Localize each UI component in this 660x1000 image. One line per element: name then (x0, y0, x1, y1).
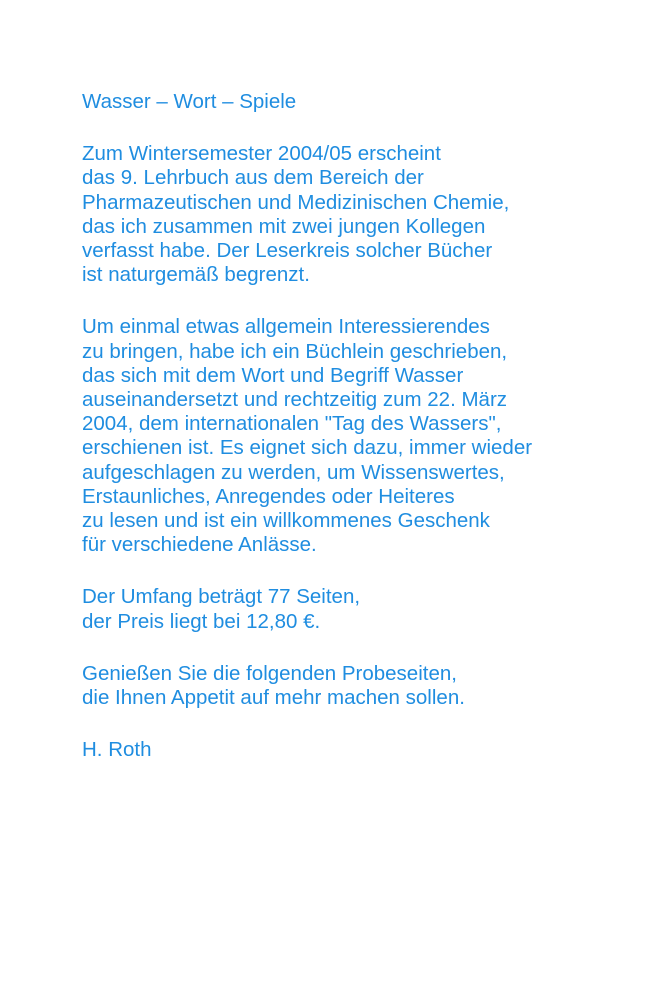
paragraph-3 (82, 585, 652, 633)
paragraph-line: auseinandersetzt und rechtzeitig zum 22. März (82, 388, 508, 412)
paragraph-line: der Preis liegt bei 12,80 €. (82, 609, 321, 633)
paragraph-4 (82, 662, 652, 710)
document-title (82, 90, 652, 114)
paragraph-2 (82, 315, 652, 557)
paragraph-line: zu lesen und ist ein willkommenes Geschenk (82, 509, 490, 533)
signature-text: H. Roth (82, 738, 152, 762)
paragraph-line: für verschiedene Anlässe. (82, 533, 317, 557)
paragraph-line: zu bringen, habe ich ein Büchlein geschrieben, (82, 339, 508, 363)
paragraph-line: das sich mit dem Wort und Begriff Wasser (82, 363, 464, 387)
paragraph-line: erschienen ist. Es eignet sich dazu, immer wieder (82, 436, 533, 460)
paragraph-line: Der Umfang beträgt 77 Seiten, (82, 585, 361, 609)
paragraph-line: Erstaunliches, Anregendes oder Heiteres (82, 484, 455, 508)
paragraph-line: das 9. Lehrbuch aus dem Bereich der (82, 166, 424, 190)
paragraph-line: aufgeschlagen zu werden, um Wissenswertes, (82, 460, 505, 484)
paragraph-line: die Ihnen Appetit auf mehr machen sollen. (82, 686, 465, 710)
paragraph-line: Genießen Sie die folgenden Probeseiten, (82, 661, 457, 685)
paragraph-line: Zum Wintersemester 2004/05 erscheint (82, 142, 441, 166)
paragraph-line: ist naturgemäß begrenzt. (82, 263, 310, 287)
paragraph-line: verfasst habe. Der Leserkreis solcher Bücher (82, 239, 493, 263)
paragraph-line: das ich zusammen mit zwei jungen Kollegen (82, 214, 486, 238)
paragraph-1 (82, 142, 652, 287)
title-text: Wasser – Wort – Spiele (82, 90, 297, 113)
paragraph-line: Um einmal etwas allgemein Interessierendes (82, 315, 490, 339)
signature (82, 738, 652, 762)
paragraph-line: 2004, dem internationalen "Tag des Wassers", (82, 412, 502, 436)
paragraph-line: Pharmazeutischen und Medizinischen Chemie, (82, 190, 510, 214)
document-page (82, 90, 652, 762)
